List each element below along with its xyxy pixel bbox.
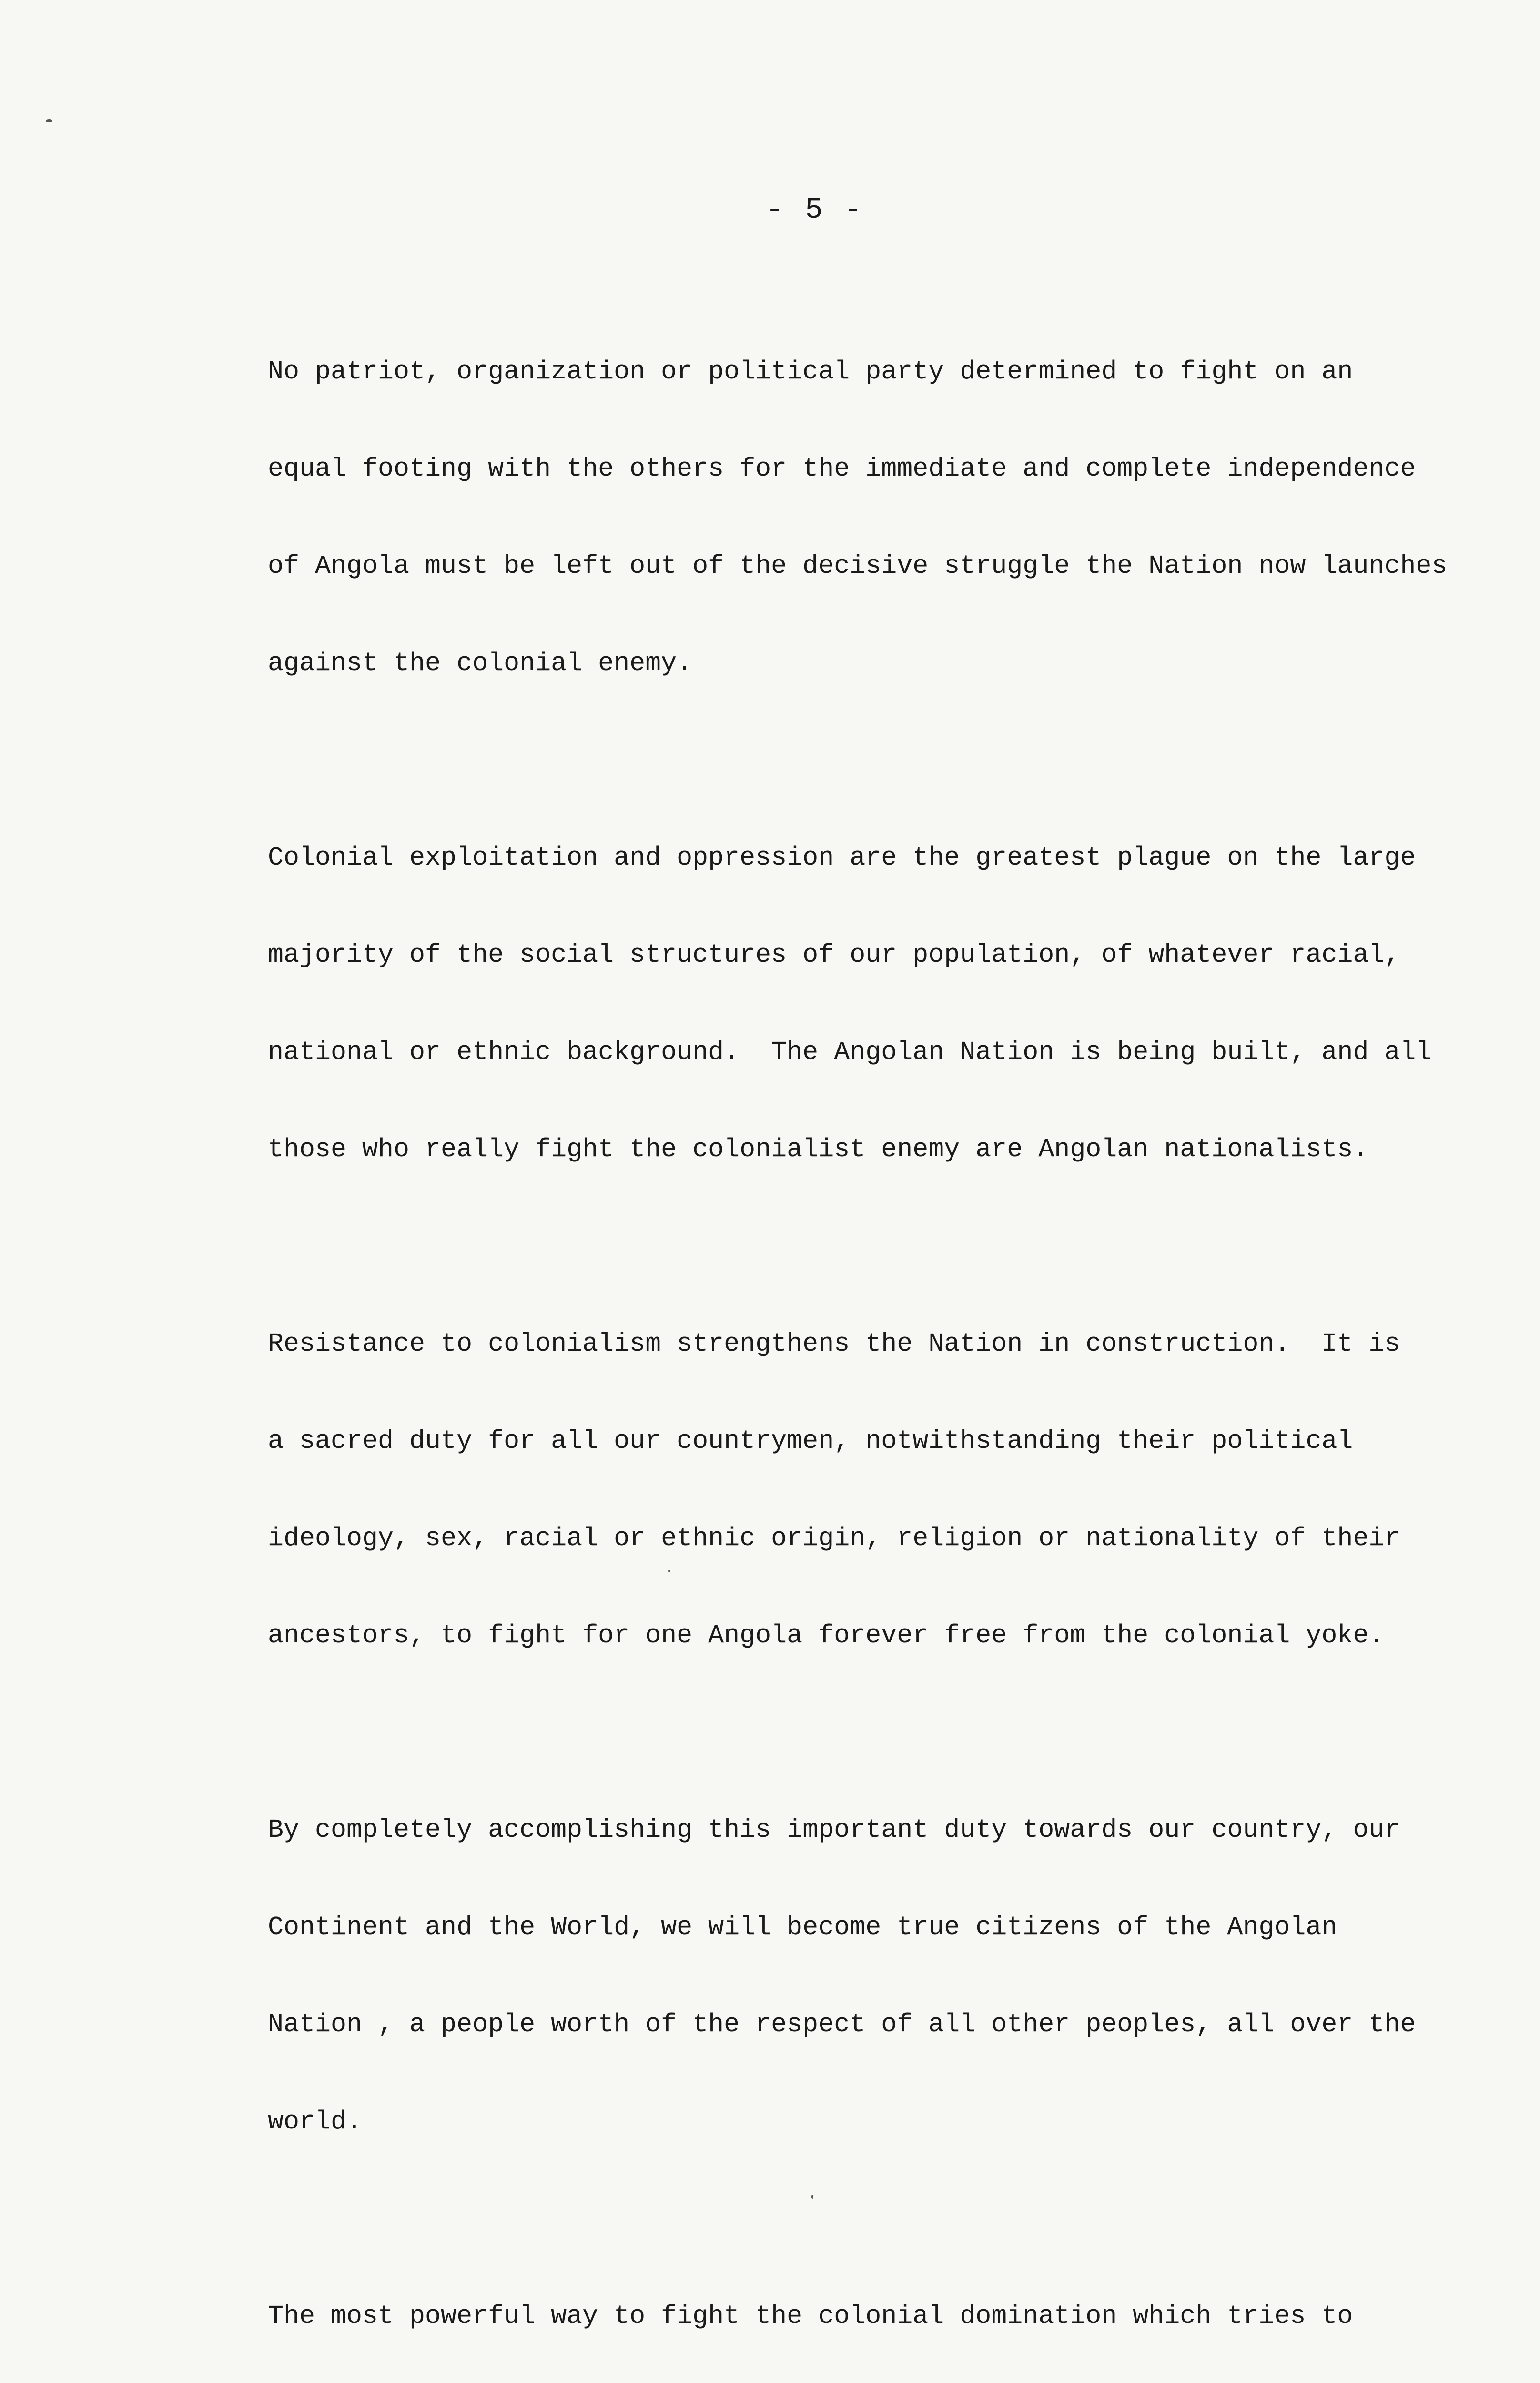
text-line: equal footing with the others for the immediate and complete independence: [268, 454, 1416, 484]
text-line: Colonial exploitation and oppression are the greatest plague on the large: [268, 843, 1416, 873]
text-line: The most powerful way to fight the colonial domination which tries to: [268, 2301, 1353, 2331]
paragraph-3: [268, 1263, 1497, 1717]
text-line: Resistance to colonialism strengthens the Nation in construction. It is: [268, 1329, 1400, 1359]
text-line: ideology, sex, racial or ethnic origin, religion or nationality of their: [268, 1523, 1400, 1553]
text-line: national or ethnic background. The Angolan Nation is being built, and all: [268, 1037, 1432, 1067]
text-line: those who really fight the colonialist enemy are Angolan nationalists.: [268, 1134, 1369, 1164]
text-line: Continent and the World, we will become true citizens of the Angolan: [268, 1912, 1337, 1942]
text-line: majority of the social structures of our population, of whatever racial,: [268, 940, 1400, 970]
text-line: ancestors, to fight for one Angola forever free from the colonial yoke.: [268, 1620, 1385, 1650]
document-body: [268, 291, 1497, 2383]
page-number: - 5 -: [765, 193, 864, 227]
text-line: world.: [268, 2107, 363, 2137]
paragraph-4: [268, 1749, 1497, 2203]
text-line: Nation , a people worth of the respect of all other peoples, all over the: [268, 2009, 1416, 2039]
scan-speck: [811, 2195, 813, 2199]
text-line: No patriot, organization or political party determined to fight on an: [268, 356, 1353, 387]
scan-speck: [46, 119, 52, 122]
text-line: a sacred duty for all our countrymen, notwithstanding their political: [268, 1426, 1353, 1456]
text-line: By completely accomplishing this important duty towards our country, our: [268, 1815, 1400, 1845]
paragraph-2: [268, 777, 1497, 1231]
text-line: against the colonial enemy.: [268, 648, 693, 678]
text-line: of Angola must be left out of the decisive struggle the Nation now launches: [268, 551, 1448, 581]
scan-speck: [668, 1570, 670, 1572]
paragraph-1: [268, 291, 1497, 744]
paragraph-5: [268, 2235, 1497, 2383]
